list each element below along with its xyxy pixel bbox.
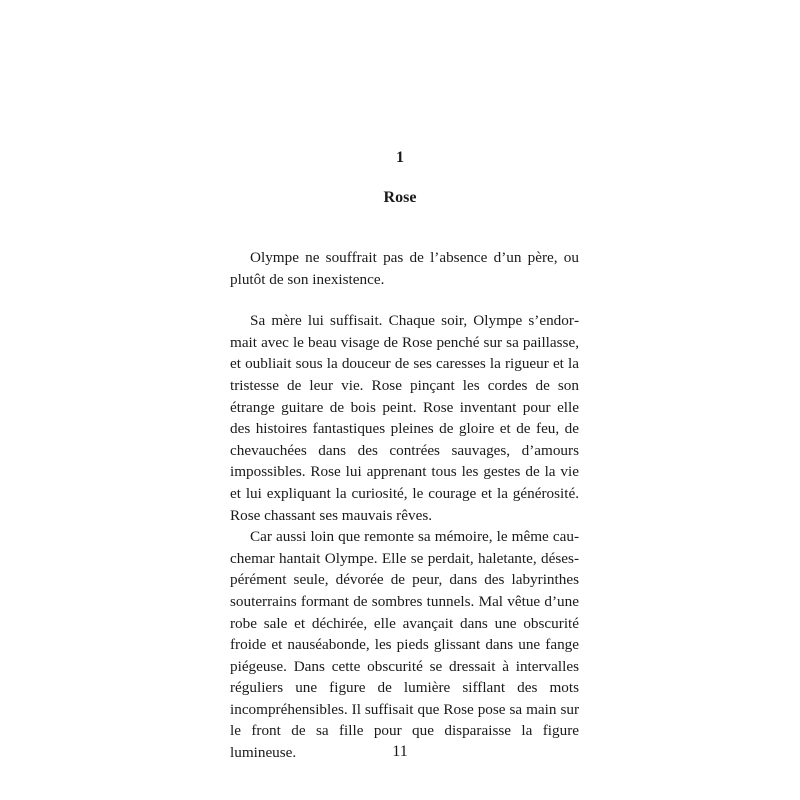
- paragraph-3: Car aussi loin que remonte sa mémoire, le même cauchemar hantait Olympe. Elle se perdait, haletante, désespérément seule, dévorée de peur, dans des labyrinthes souterrains formant de sombres tunnels. Mal vêtue d’une robe sale et déchirée, elle avançait dans une obscurité froide et nauséabonde, les pieds glissant dans une fange piégeuse. Dans cette obscurité se dressait à intervalles réguliers une figure de lumière sifflant des mots incompréhensibles. Il suffisait que Rose pose sa main sur le front de sa fille pour que disparaisse la figure lumineuse.: [230, 528, 579, 762]
- paragraph-1: Olympe ne souffrait pas de l’absence d’un père, ou plutôt de son inexistence.: [230, 249, 579, 288]
- page-number: 11: [392, 743, 408, 760]
- paragraph-2: Sa mère lui suffisait. Chaque soir, Olympe s’endormait avec le beau visage de Rose penché sur sa paillasse, et oubliait sous la douceur de ses caresses la rigueur et la tristesse de leur vie. Rose pinçant les cordes de son étrange guitare de bois peint. Rose inventant pour elle des histoires fantastiques pleines de gloire et de feu, de chevauchées dans des contrées sauvages, d’amours impossibles. Rose lui apprenant tous les gestes de la vie et lui expliquant la curiosité, le courage et la générosité. Rose chassant ses mauvais rêves.: [230, 312, 579, 524]
- chapter-body: [230, 247, 579, 764]
- chapter-title: Rose: [383, 189, 417, 206]
- chapter-number: 1: [396, 149, 404, 166]
